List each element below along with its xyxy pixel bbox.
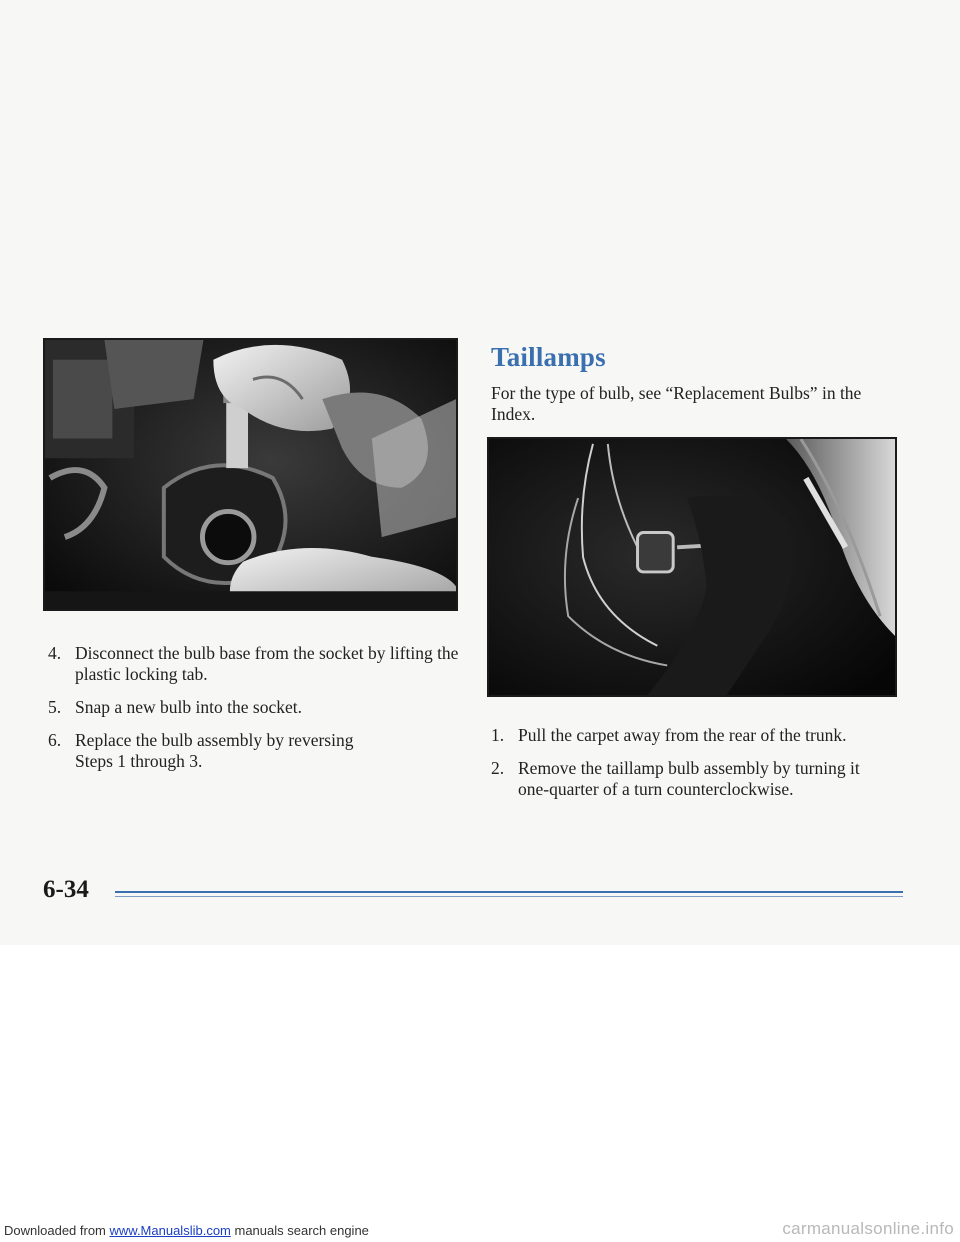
step-text: Replace the bulb assembly by reversing Steps 1 through 3. bbox=[75, 730, 354, 771]
page-footer bbox=[43, 876, 903, 906]
list-item bbox=[48, 730, 468, 772]
step-text: Remove the taillamp bulb assembly by turning it one-quarter of a turn counterclockwise. bbox=[518, 758, 860, 799]
step-number: 1. bbox=[491, 725, 505, 745]
footer-divider bbox=[115, 891, 903, 893]
watermark: carmanualsonline.info bbox=[782, 1219, 954, 1238]
section-heading: Taillamps bbox=[491, 342, 606, 372]
footer-divider-thin bbox=[115, 896, 903, 897]
taillamp-trunk-photo bbox=[487, 437, 897, 697]
step-number: 4. bbox=[48, 643, 62, 663]
download-notice bbox=[4, 1223, 369, 1238]
list-item bbox=[491, 758, 901, 800]
bulb-socket-photo-image bbox=[45, 340, 456, 609]
steps-list-right bbox=[491, 725, 901, 812]
list-item bbox=[491, 725, 901, 746]
taillamp-trunk-photo-image bbox=[489, 439, 895, 695]
step-number: 6. bbox=[48, 730, 62, 750]
step-text: Snap a new bulb into the socket. bbox=[75, 697, 302, 717]
intro-paragraph: For the type of bulb, see “Replacement Bulbs” in the Index. bbox=[491, 383, 862, 424]
manualslib-link[interactable]: www.Manualslib.com bbox=[109, 1223, 231, 1238]
step-number: 2. bbox=[491, 758, 505, 778]
step-number: 5. bbox=[48, 697, 62, 717]
steps-list-left bbox=[48, 643, 468, 784]
step-text: Disconnect the bulb base from the socket by lifting the plastic locking tab. bbox=[75, 643, 459, 684]
bulb-socket-photo bbox=[43, 338, 458, 611]
list-item bbox=[48, 697, 468, 718]
list-item bbox=[48, 643, 468, 685]
download-prefix: Downloaded from bbox=[4, 1223, 110, 1238]
step-text: Pull the carpet away from the rear of the trunk. bbox=[518, 725, 847, 745]
page-number: 6-34 bbox=[43, 876, 89, 903]
download-suffix: manuals search engine bbox=[230, 1223, 369, 1238]
